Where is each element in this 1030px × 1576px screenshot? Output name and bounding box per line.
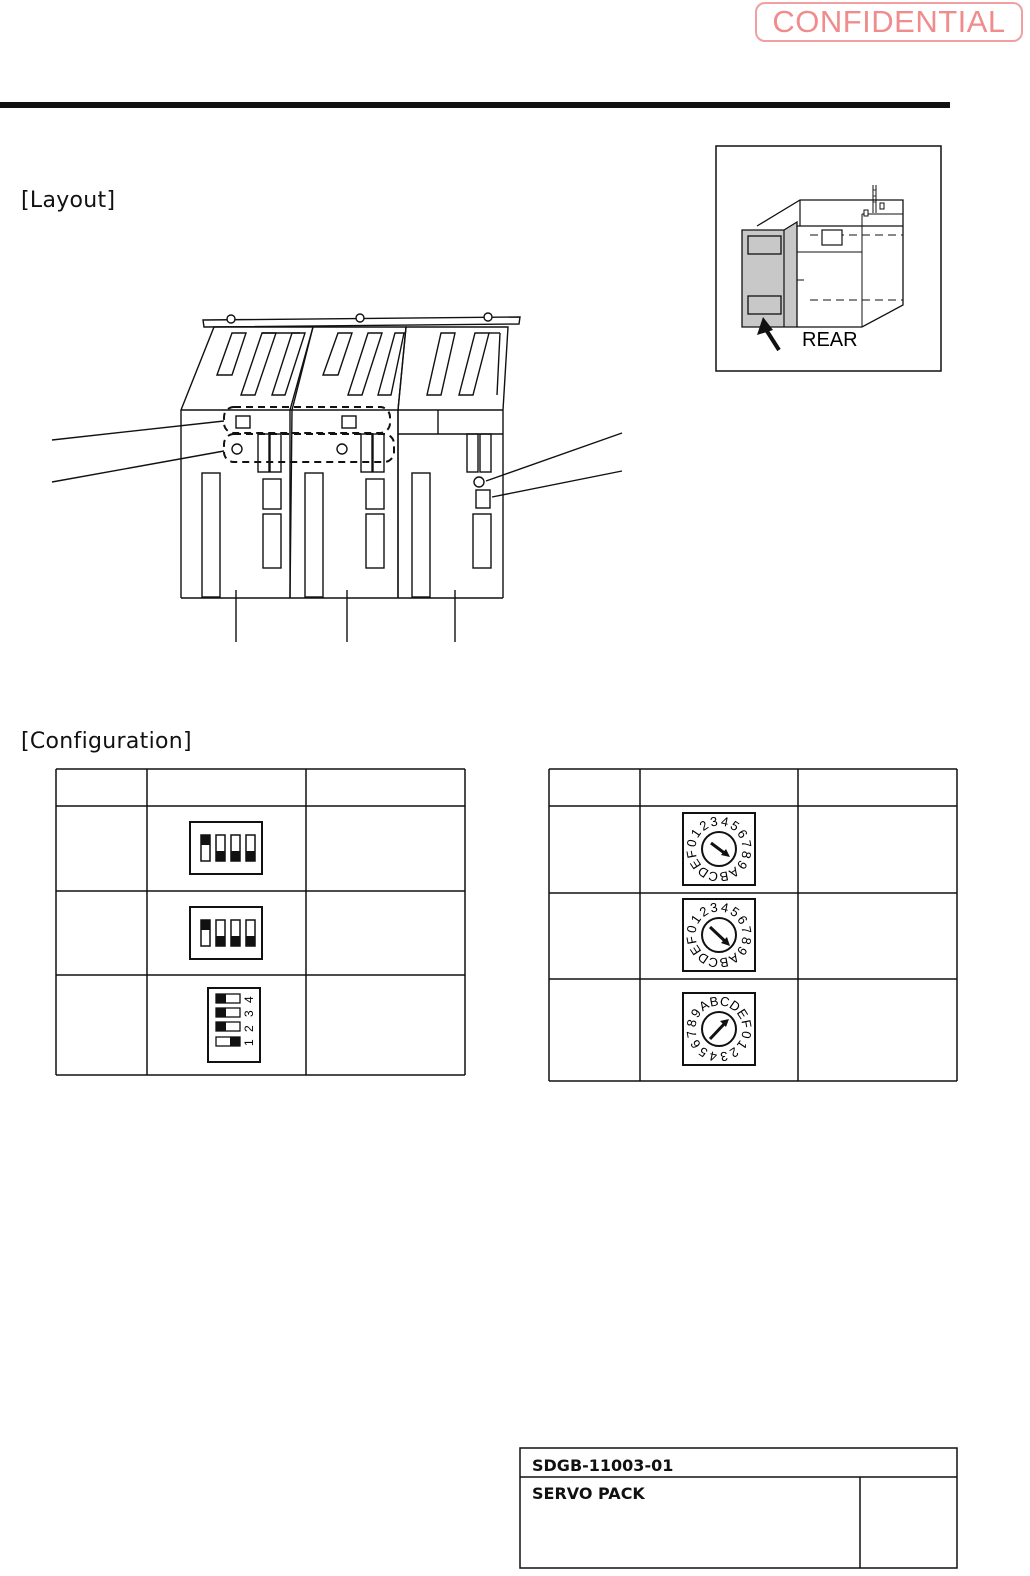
rotary-switch-3 xyxy=(683,993,755,1065)
dial-digit: 3 xyxy=(708,899,719,916)
dial-digit: 5 xyxy=(727,817,743,835)
dip-switch-1 xyxy=(190,822,262,874)
dial-digit: F xyxy=(738,1018,755,1030)
dial-digit: 1 xyxy=(733,1037,751,1053)
dial-digit: D xyxy=(726,997,744,1015)
dial-digit: B xyxy=(718,954,730,971)
dial-digit: 7 xyxy=(738,838,755,849)
dial-digit: 5 xyxy=(727,903,743,921)
dip-switch-vertical xyxy=(208,988,260,1062)
dial-digit: A xyxy=(726,863,742,882)
dial-digit: 4 xyxy=(719,813,730,830)
dial-digit: E xyxy=(733,1006,752,1022)
dial-digit: 4 xyxy=(719,899,730,916)
rear-inset xyxy=(716,146,941,371)
configuration-heading: [Configuration] xyxy=(21,729,192,754)
dial-digit: 9 xyxy=(687,1005,705,1021)
dial-digit: 4 xyxy=(708,1048,719,1065)
dial-digit: 8 xyxy=(738,849,755,860)
dial-digit: A xyxy=(696,996,712,1015)
dial-digit: C xyxy=(718,993,731,1010)
dial-digit: 3 xyxy=(719,1048,730,1065)
dial-digit: 3 xyxy=(708,813,719,830)
product-title: SERVO PACK xyxy=(532,1484,645,1503)
dip-num-4: 4 xyxy=(242,996,256,1003)
dip-num-2: 2 xyxy=(242,1025,256,1032)
dial-digit: 8 xyxy=(738,935,755,946)
dial-digit: 0 xyxy=(738,1029,755,1040)
rotary-switch-1 xyxy=(683,813,755,885)
dial-digit: 7 xyxy=(683,1029,700,1040)
dial-digit: 2 xyxy=(696,817,711,834)
dial-digit: E xyxy=(686,856,705,872)
confidential-stamp: CONFIDENTIAL xyxy=(755,2,1023,42)
rear-label: REAR xyxy=(802,329,858,351)
dial-digit: D xyxy=(694,949,712,967)
dial-digit: F xyxy=(683,934,700,946)
layout-heading: [Layout] xyxy=(21,188,116,213)
dial-digit: C xyxy=(707,868,720,885)
dial-digit: 0 xyxy=(683,924,700,935)
rotary-switch-2 xyxy=(683,899,755,971)
dial-digit: 1 xyxy=(687,911,705,927)
dial-digit: 5 xyxy=(695,1043,711,1061)
dial-digit: 9 xyxy=(733,857,751,873)
dial-digit: 6 xyxy=(687,1037,704,1052)
dial-digit: 2 xyxy=(727,1044,742,1061)
dial-digit: B xyxy=(708,993,720,1010)
dial-digit: E xyxy=(686,942,705,958)
dip-switch-2 xyxy=(190,907,262,959)
module-layout-drawing xyxy=(52,313,622,642)
dial-digit: C xyxy=(707,954,720,971)
dial-digit: B xyxy=(718,868,730,885)
dial-digit: F xyxy=(683,848,700,860)
dip-num-1: 1 xyxy=(242,1039,256,1046)
dial-digit: 6 xyxy=(734,826,751,841)
dial-digit: 2 xyxy=(696,903,711,920)
dip-num-3: 3 xyxy=(242,1010,256,1017)
dial-digit: 6 xyxy=(734,912,751,927)
dial-digit: 8 xyxy=(683,1018,700,1029)
dial-digit: 0 xyxy=(683,838,700,849)
dial-digit: 9 xyxy=(733,943,751,959)
dial-digit: 7 xyxy=(738,924,755,935)
dial-digit: 1 xyxy=(687,825,705,841)
dial-digit: D xyxy=(694,863,712,881)
dial-digit: A xyxy=(726,949,742,968)
document-number: SDGB-11003-01 xyxy=(532,1456,674,1475)
